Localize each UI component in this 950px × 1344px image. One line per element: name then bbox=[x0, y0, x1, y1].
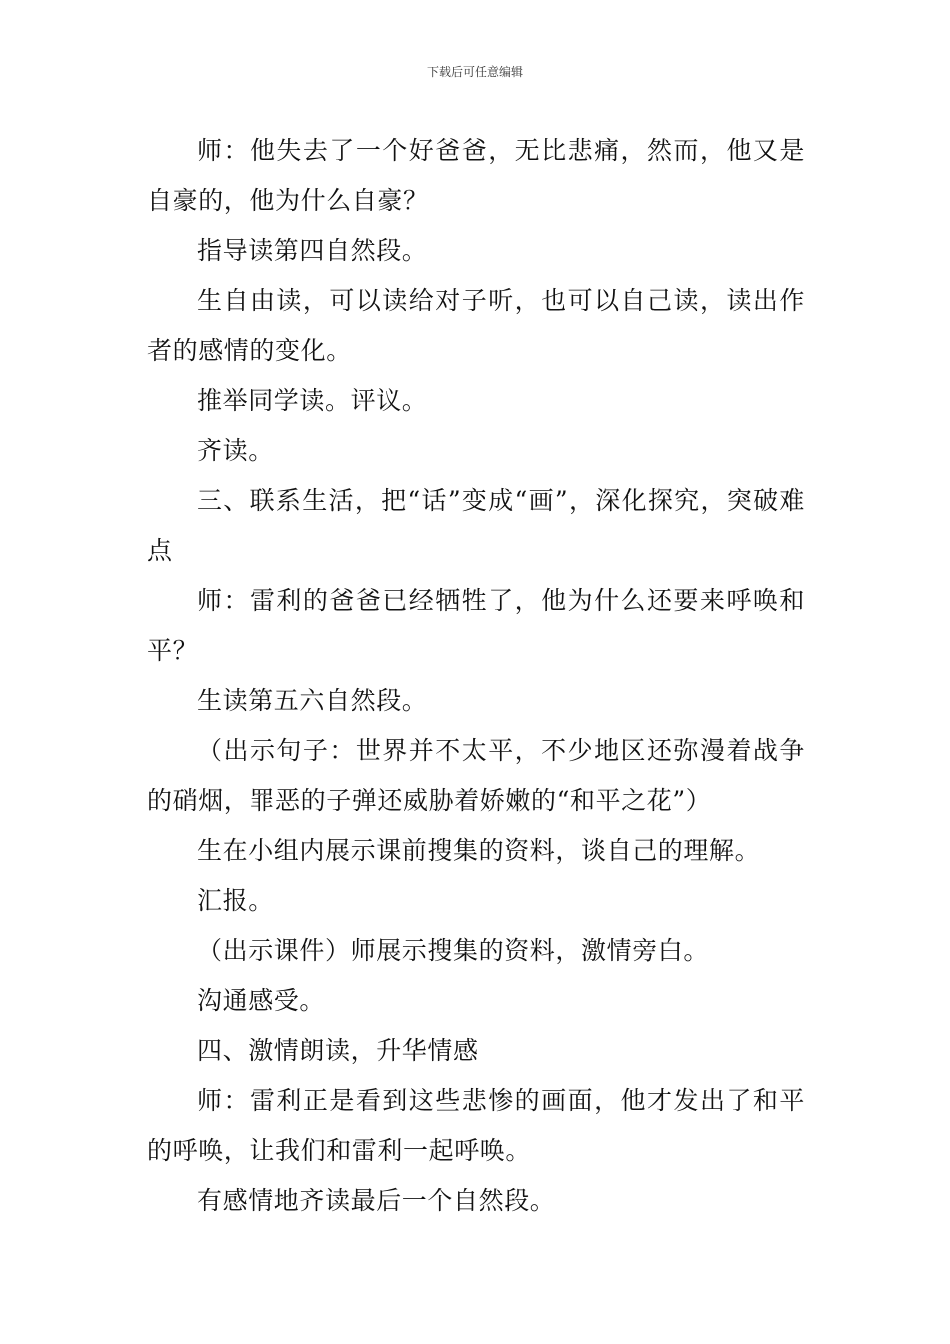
paragraph: 汇报。 bbox=[197, 886, 274, 915]
paragraph: 生自由读，可以读给对子听，也可以自己读，读出作者的感情的变化。 bbox=[147, 286, 805, 365]
paragraph: 推举同学读。评议。 bbox=[197, 386, 428, 415]
paragraph: （出示课件）师展示搜集的资料，激情旁白。 bbox=[197, 936, 710, 965]
section-heading: 三、联系生活，把“话”变成“画”，深化探究，突破难点 bbox=[147, 486, 805, 565]
section-heading: 四、激情朗读，升华情感 bbox=[197, 1036, 479, 1065]
paragraph: 指导读第四自然段。 bbox=[197, 236, 428, 265]
paragraph: 有感情地齐读最后一个自然段。 bbox=[197, 1186, 556, 1215]
page-header-note: 下载后可任意编辑 bbox=[426, 65, 523, 79]
document-body bbox=[147, 126, 805, 1226]
paragraph: 齐读。 bbox=[197, 436, 274, 465]
paragraph: 师：雷利的爸爸已经牺牲了，他为什么还要来呼唤和平？ bbox=[147, 586, 805, 665]
paragraph: 生在小组内展示课前搜集的资料，谈自己的理解。 bbox=[197, 836, 761, 865]
paragraph: 沟通感受。 bbox=[197, 986, 326, 1015]
paragraph: 师：雷利正是看到这些悲惨的画面，他才发出了和平的呼唤，让我们和雷利一起呼唤。 bbox=[147, 1086, 805, 1165]
paragraph: （出示句子：世界并不太平，不少地区还弥漫着战争的硝烟，罪恶的子弹还威胁着娇嫩的“和平之花”） bbox=[147, 736, 805, 815]
paragraph: 师：他失去了一个好爸爸，无比悲痛，然而，他又是自豪的，他为什么自豪？ bbox=[147, 136, 805, 215]
paragraph: 生读第五六自然段。 bbox=[197, 686, 428, 715]
